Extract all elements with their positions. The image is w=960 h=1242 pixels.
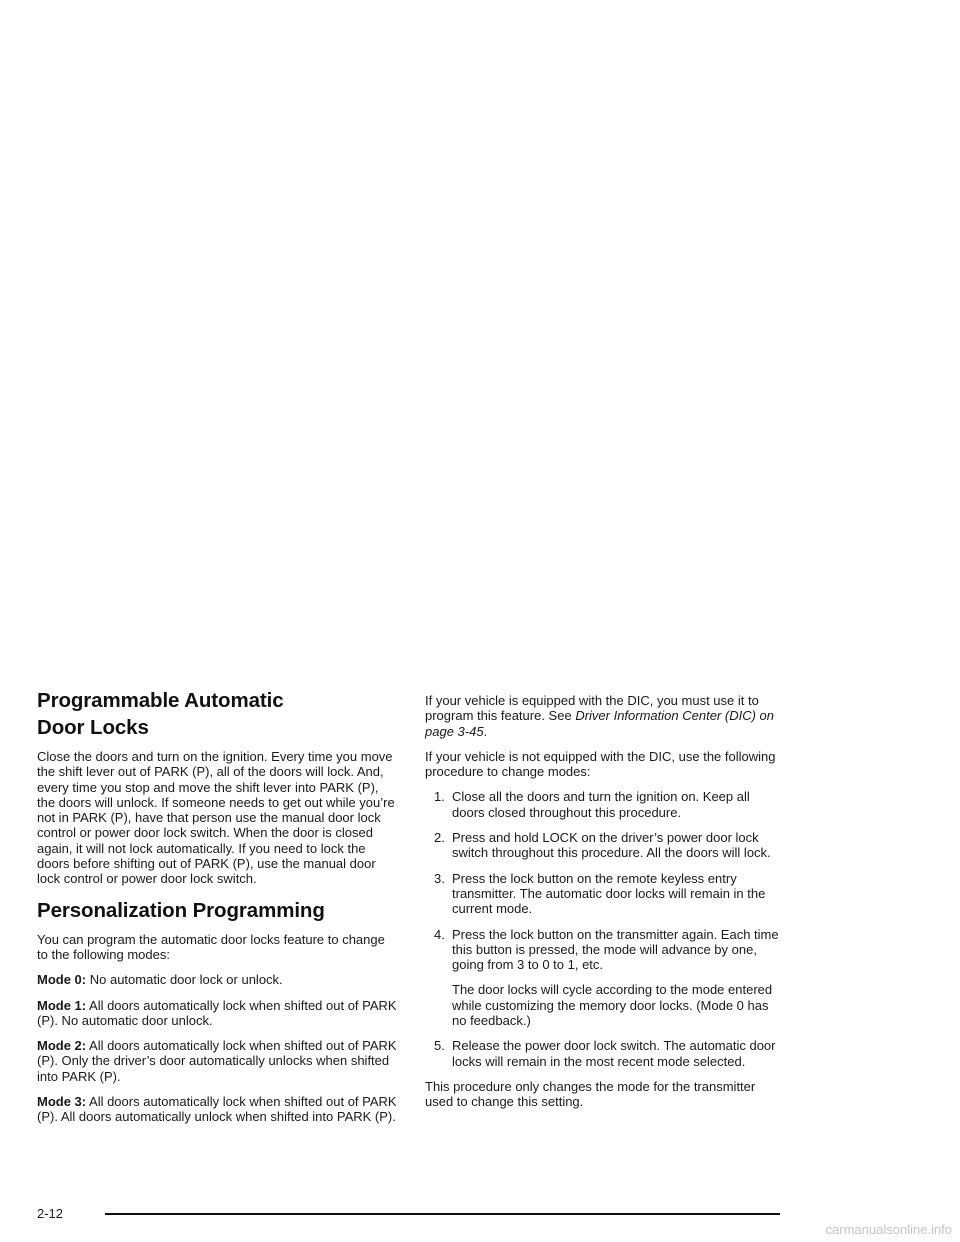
- dic-text-end: .: [483, 723, 488, 739]
- mode-1-label: Mode 1:: [37, 997, 87, 1013]
- dic-paragraph: [425, 693, 785, 739]
- mode-2-text: All doors automatically lock when shifted out of PARK (P). Only the driver’s door automatically unlocks when shifted into PARK (P).: [37, 1038, 397, 1084]
- mode-0-text: No automatic door lock or unlock.: [86, 972, 283, 988]
- left-column: [37, 0, 397, 1125]
- procedure-step: [425, 871, 785, 917]
- personalization-intro: You can program the automatic door locks feature to change to the following modes:: [37, 931, 385, 962]
- step-number: 4.: [434, 926, 445, 942]
- no-dic-paragraph: If your vehicle is not equipped with the DIC, use the following procedure to change modes:: [425, 748, 776, 780]
- step-text: Close all the doors and turn the ignition on. Keep all doors closed throughout this procedure.: [452, 789, 750, 820]
- step-number: 1.: [434, 789, 445, 805]
- step-number: 5.: [434, 1038, 445, 1054]
- right-column: [425, 0, 785, 1110]
- mode-3-label: Mode 3:: [37, 1094, 87, 1110]
- mode-1-text: All doors automatically lock when shifted out of PARK (P). No automatic door unlock.: [37, 997, 397, 1028]
- mode-0-paragraph: [37, 972, 397, 987]
- procedure-step: [425, 789, 785, 820]
- closing-paragraph: This procedure only changes the mode for the transmitter used to change this setting.: [425, 1078, 756, 1110]
- step-text: Press and hold LOCK on the driver’s power door lock switch throughout this procedure. All the doors will lock.: [452, 830, 771, 861]
- procedure-steps: [425, 789, 785, 1068]
- intro-paragraph: Close the doors and turn on the ignition. Every time you move the shift lever out of PARK (P), all of the doors will lock. And, every time you stop and move the shift lever into PARK (P), the doors will unlock. If someone needs to get out while you’re not in PARK (P), have that person use the manual door lock control or power door lock switch. When the door is closed again, it will not lock automatically. If you need to lock the doors before shifting out of PARK (P), use the manual door lock control or power door lock switch.: [37, 749, 395, 887]
- step-text: Press the lock button on the remote keyless entry transmitter. The automatic door locks will remain in the current mode.: [452, 870, 766, 917]
- footer-divider: [105, 1213, 780, 1215]
- section-title-line2: Door Locks: [37, 716, 149, 739]
- step-number: 2.: [434, 830, 445, 846]
- dic-text: If your vehicle is equipped with the DIC, you must use it to program this feature. See: [425, 693, 759, 724]
- section-title: [37, 687, 397, 741]
- step-number: 3.: [434, 870, 445, 886]
- page-number: 2-12: [37, 1206, 64, 1221]
- section-title-line1: Programmable Automatic: [37, 689, 284, 712]
- mode-1-paragraph: [37, 998, 397, 1029]
- procedure-step: [425, 1038, 785, 1069]
- subsection-title: Personalization Programming: [37, 898, 325, 922]
- step-text: Press the lock button on the transmitter again. Each time this button is pressed, the mode will advance by one, going from 3 to 0 to 1, etc.: [452, 926, 779, 973]
- step-4-note: The door locks will cycle according to the mode entered while customizing the memory door locks. (Mode 0 has no feedback.): [452, 982, 773, 1029]
- procedure-step: [425, 830, 785, 861]
- mode-3-paragraph: [37, 1094, 397, 1125]
- mode-2-paragraph: [37, 1038, 397, 1084]
- mode-2-label: Mode 2:: [37, 1038, 87, 1054]
- step-text: Release the power door lock switch. The automatic door locks will remain in the most recent mode selected.: [452, 1038, 776, 1069]
- dic-cross-reference-link[interactable]: Driver Information Center (DIC) on page 3-45: [425, 708, 774, 739]
- procedure-step: [425, 927, 785, 973]
- watermark-text: carmanualsonline.info: [825, 1222, 952, 1237]
- mode-0-label: Mode 0:: [37, 972, 87, 988]
- mode-3-text: All doors automatically lock when shifted out of PARK (P). All doors automatically unlock when shifted into PARK (P).: [37, 1094, 397, 1125]
